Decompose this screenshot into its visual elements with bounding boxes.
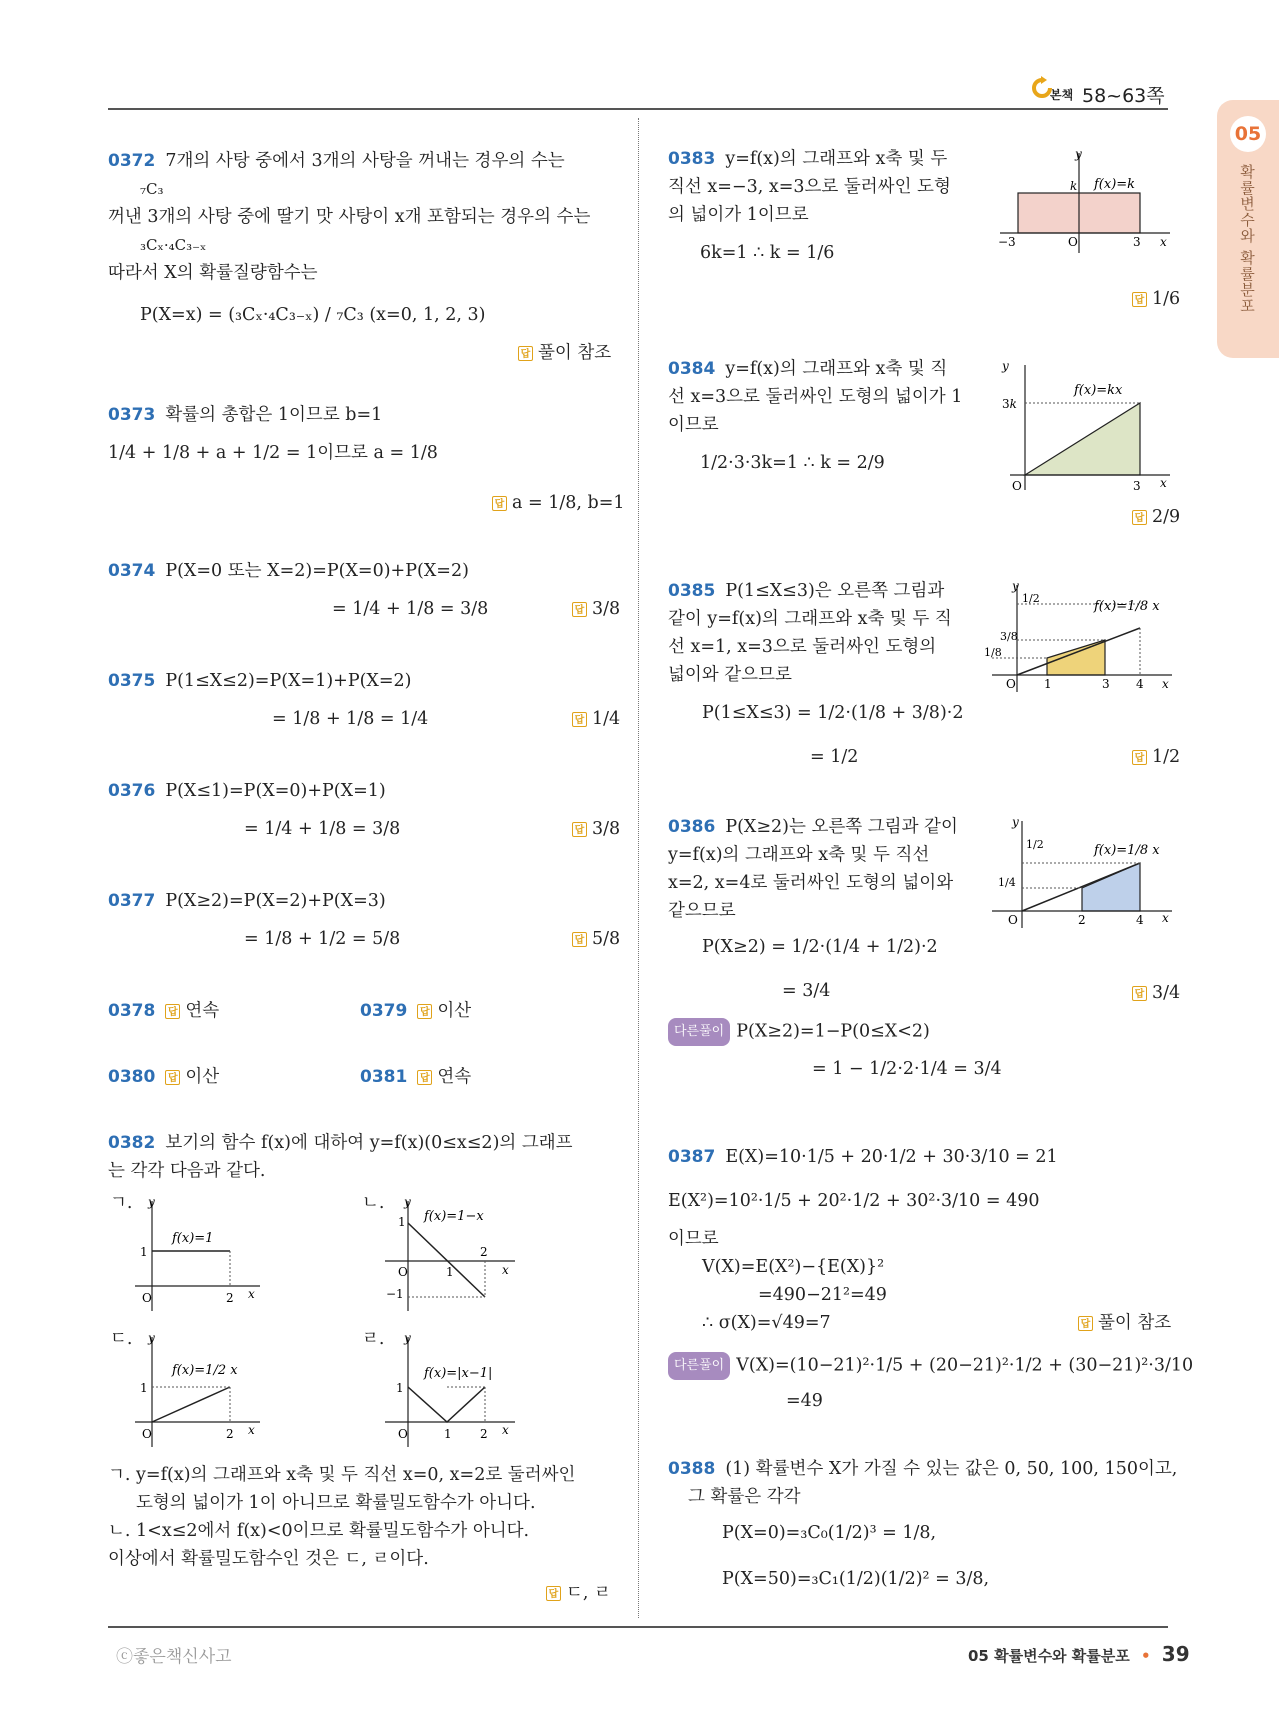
footer-chapter-title: 05 확률변수와 확률분포 xyxy=(968,1647,1130,1665)
problem-0372-line6: P(X=x) = (₃Cₓ·₄C₃₋ₓ) / ₇C₃ (x=0, 1, 2, 3) xyxy=(140,305,486,325)
graph-0382-c xyxy=(130,1332,270,1452)
problem-0376-line1: 0376 P(X≤1)=P(X=0)+P(X=1) xyxy=(108,781,386,801)
graph-label-b: ㄴ. xyxy=(362,1193,385,1213)
problem-0387-line1: 0387 E(X)=10·1/5 + 20·1/2 + 30·3/10 = 21 xyxy=(668,1147,1058,1167)
graph-0385 xyxy=(982,580,1182,700)
footer-chapter xyxy=(968,1642,1190,1666)
column-divider xyxy=(638,118,639,1618)
problem-0386-line5: P(X≥2) = 1/2·(1/4 + 1/2)·2 xyxy=(702,937,938,957)
svg-text:x: x xyxy=(1162,677,1169,691)
problem-0375-line2: = 1/8 + 1/8 = 1/4 xyxy=(272,709,429,729)
footer-bullet: • xyxy=(1140,1647,1151,1665)
problem-0385-line6: = 1/2 xyxy=(810,747,859,767)
svg-text:3: 3 xyxy=(1133,235,1141,249)
problem-0387-line4: V(X)=E(X²)−{E(X)}² xyxy=(702,1257,885,1277)
side-tab[interactable] xyxy=(1217,100,1279,358)
svg-text:1/8: 1/8 xyxy=(984,646,1002,659)
svg-text:y: y xyxy=(1075,148,1082,161)
problem-0374-line1: 0374 P(X=0 또는 X=2)=P(X=0)+P(X=2) xyxy=(108,561,469,581)
svg-text:x: x xyxy=(1160,235,1167,249)
graph-func-b: f(x)=1−x xyxy=(424,1209,484,1224)
header-ref-label: 본책 xyxy=(1050,88,1074,102)
problem-0382-intro2: 는 각각 다음과 같다. xyxy=(108,1161,266,1181)
graph-func-0384: f(x)=kx xyxy=(1074,383,1123,398)
problem-0388-line4: P(X=50)=₃C₁(1/2)(1/2)² = 3/8, xyxy=(722,1569,990,1589)
svg-text:O: O xyxy=(142,1427,152,1441)
problem-0375-line1: 0375 P(1≤X≤2)=P(X=1)+P(X=2) xyxy=(108,671,412,691)
problem-0377-line2: = 1/8 + 1/2 = 5/8 xyxy=(244,929,401,949)
svg-text:3/8: 3/8 xyxy=(1000,630,1018,643)
svg-text:1/2: 1/2 xyxy=(1022,592,1040,605)
problem-0387-line6: ∴ σ(X)=√49=7 xyxy=(702,1313,831,1333)
svg-text:O: O xyxy=(1068,235,1078,249)
problem-0379: 0379 답 이산 xyxy=(360,1001,472,1021)
problem-0385-line5: P(1≤X≤3) = 1/2·(1/8 + 3/8)·2 xyxy=(702,703,964,723)
problem-0386-line1: 0386 P(X≥2)는 오른쪽 그림과 같이 xyxy=(668,817,958,837)
svg-text:1: 1 xyxy=(446,1265,454,1279)
problem-0386-line4: 같으므로 xyxy=(668,901,736,921)
svg-text:O: O xyxy=(142,1291,152,1305)
answer-0385: 답 1/2 xyxy=(1132,744,1180,770)
answer-0375: 답 1/4 xyxy=(572,706,620,732)
graph-func-c: f(x)=1/2 x xyxy=(172,1363,238,1378)
problem-0372-line5: 따라서 X의 확률질량함수는 xyxy=(108,263,318,283)
problem-0384-line3: 이므로 xyxy=(668,415,719,435)
header-page-range: 58~63쪽 xyxy=(1082,85,1165,107)
problem-0384-line2: 선 x=3으로 둘러싸인 도형의 넓이가 1 xyxy=(668,387,963,407)
problem-0386-line6: = 3/4 xyxy=(782,981,831,1001)
answer-0377: 답 5/8 xyxy=(572,926,620,952)
answer-0386: 답 3/4 xyxy=(1132,980,1180,1006)
svg-text:3: 3 xyxy=(1102,677,1110,691)
problem-0384-line1: 0384 y=f(x)의 그래프와 x축 및 직 xyxy=(668,359,948,379)
svg-text:1: 1 xyxy=(1044,677,1052,691)
problem-0386-line2: y=f(x)의 그래프와 x축 및 두 직선 xyxy=(668,845,930,865)
graph-0382-d xyxy=(380,1332,530,1452)
svg-text:x: x xyxy=(248,1287,255,1301)
header xyxy=(0,0,1279,110)
svg-text:−3: −3 xyxy=(998,235,1016,249)
problem-0372-line1: 0372 7개의 사탕 중에서 3개의 사탕을 꺼내는 경우의 수는 xyxy=(108,151,565,171)
svg-text:y: y xyxy=(148,1196,155,1209)
svg-text:y: y xyxy=(1002,360,1009,373)
svg-text:y: y xyxy=(404,1332,411,1345)
graph-0386 xyxy=(982,816,1182,936)
svg-text:2: 2 xyxy=(226,1291,234,1305)
svg-text:O: O xyxy=(398,1265,408,1279)
svg-text:3k: 3k xyxy=(1002,397,1017,411)
problem-0373-line1: 0373 확률의 총합은 1이므로 b=1 xyxy=(108,405,383,425)
svg-text:2: 2 xyxy=(1078,913,1086,927)
graph-label-c: ㄷ. xyxy=(110,1329,133,1349)
problem-0373-line2: 1/4 + 1/8 + a + 1/2 = 1이므로 a = 1/8 xyxy=(108,443,438,463)
graph-0383 xyxy=(990,148,1180,258)
graph-0382-b xyxy=(380,1196,530,1316)
problem-0387-other1: 다른풀이 V(X)=(10−21)²·1/5 + (20−21)²·1/2 + (30−21)²·3/10 xyxy=(668,1352,1193,1380)
problem-0380: 0380 답 이산 xyxy=(108,1067,220,1087)
graph-func-a: f(x)=1 xyxy=(172,1231,214,1246)
problem-0388-line3: P(X=0)=₃C₀(1/2)³ = 1/8, xyxy=(722,1523,937,1543)
problem-0386-other1: 다른풀이 P(X≥2)=1−P(0≤X<2) xyxy=(668,1018,930,1046)
problem-0388-line1: 0388 (1) 확률변수 X가 가질 수 있는 값은 0, 50, 100, 150이고, xyxy=(668,1459,1178,1479)
chapter-title: 확률변수와 확률분포 xyxy=(1238,164,1256,314)
graph-func-0383: f(x)=k xyxy=(1094,177,1136,192)
answer-0374: 답 3/8 xyxy=(572,596,620,622)
svg-text:3: 3 xyxy=(1133,479,1141,493)
svg-text:1: 1 xyxy=(444,1427,452,1441)
graph-label-a: ㄱ. xyxy=(110,1193,133,1213)
graph-label-d: ㄹ. xyxy=(362,1329,385,1349)
problem-0372-line2: ₇C₃ xyxy=(140,180,164,198)
svg-text:O: O xyxy=(1012,479,1022,493)
problem-0374-line2: = 1/4 + 1/8 = 3/8 xyxy=(332,599,489,619)
problem-0386-line3: x=2, x=4로 둘러싸인 도형의 넓이와 xyxy=(668,873,954,893)
svg-text:x: x xyxy=(1162,911,1169,925)
problem-0376-line2: = 1/4 + 1/8 = 3/8 xyxy=(244,819,401,839)
svg-text:O: O xyxy=(1006,677,1016,691)
svg-text:1: 1 xyxy=(398,1215,406,1229)
page-number: 39 xyxy=(1161,1642,1190,1666)
answer-0387: 답 풀이 참조 xyxy=(1078,1310,1171,1336)
svg-text:y: y xyxy=(1012,816,1019,829)
svg-text:x: x xyxy=(248,1423,255,1437)
problem-0381: 0381 답 연속 xyxy=(360,1067,472,1087)
problem-0382-intro1: 0382 보기의 함수 f(x)에 대하여 y=f(x)(0≤x≤2)의 그래프 xyxy=(108,1133,573,1153)
answer-0382: 답 ㄷ, ㄹ xyxy=(546,1580,611,1606)
problem-0387-line3: 이므로 xyxy=(668,1229,719,1249)
problem-0382-line4: 이상에서 확률밀도함수인 것은 ㄷ, ㄹ이다. xyxy=(108,1549,429,1569)
answer-0383: 답 1/6 xyxy=(1132,286,1180,312)
problem-0377-line1: 0377 P(X≥2)=P(X=2)+P(X=3) xyxy=(108,891,386,911)
answer-0376: 답 3/8 xyxy=(572,816,620,842)
problem-0382-line3: ㄴ. 1<x≤2에서 f(x)<0이므로 확률밀도함수가 아니다. xyxy=(108,1521,530,1541)
graph-0384 xyxy=(990,360,1180,495)
problem-0385-line3: 선 x=1, x=3으로 둘러싸인 도형의 xyxy=(668,637,937,657)
svg-text:y: y xyxy=(404,1196,411,1209)
problem-0378: 0378 답 연속 xyxy=(108,1001,220,1021)
svg-text:x: x xyxy=(1160,476,1167,490)
header-rule xyxy=(108,108,1168,110)
svg-text:4: 4 xyxy=(1136,913,1144,927)
svg-text:2: 2 xyxy=(480,1427,488,1441)
problem-0383-line3: 의 넓이가 1이므로 xyxy=(668,205,809,225)
problem-0386-other2: = 1 − 1/2·2·1/4 = 3/4 xyxy=(812,1059,1002,1079)
svg-text:k: k xyxy=(1070,179,1078,193)
svg-text:1: 1 xyxy=(140,1245,148,1259)
problem-0382-line1: ㄱ. y=f(x)의 그래프와 x축 및 두 직선 x=0, x=2로 둘러싸인 xyxy=(108,1465,576,1485)
problem-0383-line4: 6k=1 ∴ k = 1/6 xyxy=(700,243,835,263)
problem-0388-line2: 그 확률은 각각 xyxy=(688,1487,801,1507)
graph-func-0386: f(x)=1/8 x xyxy=(1094,843,1160,858)
svg-text:−1: −1 xyxy=(386,1287,404,1301)
svg-text:x: x xyxy=(502,1423,509,1437)
svg-text:1: 1 xyxy=(140,1381,148,1395)
problem-0387-line2: E(X²)=10²·1/5 + 20²·1/2 + 30²·3/10 = 490 xyxy=(668,1191,1040,1211)
answer-icon: 답 xyxy=(518,346,533,361)
answer-0372: 답 풀이 참조 xyxy=(518,340,611,366)
svg-text:2: 2 xyxy=(480,1245,488,1259)
chapter-number: 05 xyxy=(1230,116,1266,152)
svg-text:y: y xyxy=(148,1332,155,1345)
answer-0373: 답 a = 1/8, b=1 xyxy=(492,490,625,516)
problem-0382-line2: 도형의 넓이가 1이 아니므로 확률밀도함수가 아니다. xyxy=(136,1493,536,1513)
svg-text:O: O xyxy=(398,1427,408,1441)
footer-rule xyxy=(108,1626,1168,1628)
svg-text:x: x xyxy=(502,1263,509,1277)
graph-func-0385: f(x)=1/8 x xyxy=(1094,599,1160,614)
problem-0385-line1: 0385 P(1≤X≤3)은 오른쪽 그림과 xyxy=(668,581,945,601)
problem-0387-line5: =490−21²=49 xyxy=(758,1285,887,1305)
other-solution-badge: 다른풀이 xyxy=(668,1018,730,1046)
footer-copyright: ⓒ좋은책신사고 xyxy=(116,1647,232,1667)
problem-0383-line2: 직선 x=−3, x=3으로 둘러싸인 도형 xyxy=(668,177,951,197)
answer-0384: 답 2/9 xyxy=(1132,504,1180,530)
problem-number: 0372 xyxy=(108,151,156,171)
problem-0387-other2: =49 xyxy=(786,1391,823,1411)
graph-func-d: f(x)=|x−1| xyxy=(424,1366,493,1381)
problem-0384-line4: 1/2·3·3k=1 ∴ k = 2/9 xyxy=(700,453,885,473)
problem-0385-line4: 넓이와 같으므로 xyxy=(668,665,792,685)
svg-text:4: 4 xyxy=(1136,677,1144,691)
svg-text:2: 2 xyxy=(226,1427,234,1441)
svg-text:y: y xyxy=(1012,580,1019,593)
svg-text:1/2: 1/2 xyxy=(1026,838,1044,851)
problem-0372-line4: ₃Cₓ·₄C₃₋ₓ xyxy=(140,236,207,254)
problem-0372-line3: 꺼낸 3개의 사탕 중에 딸기 맛 사탕이 x개 포함되는 경우의 수는 xyxy=(108,207,591,227)
svg-text:1/4: 1/4 xyxy=(998,876,1016,889)
problem-0383-line1: 0383 y=f(x)의 그래프와 x축 및 두 xyxy=(668,149,948,169)
graph-0382-a xyxy=(130,1196,270,1316)
svg-text:1: 1 xyxy=(396,1381,404,1395)
svg-text:O: O xyxy=(1008,913,1018,927)
problem-0385-line2: 같이 y=f(x)의 그래프와 x축 및 두 직 xyxy=(668,609,952,629)
